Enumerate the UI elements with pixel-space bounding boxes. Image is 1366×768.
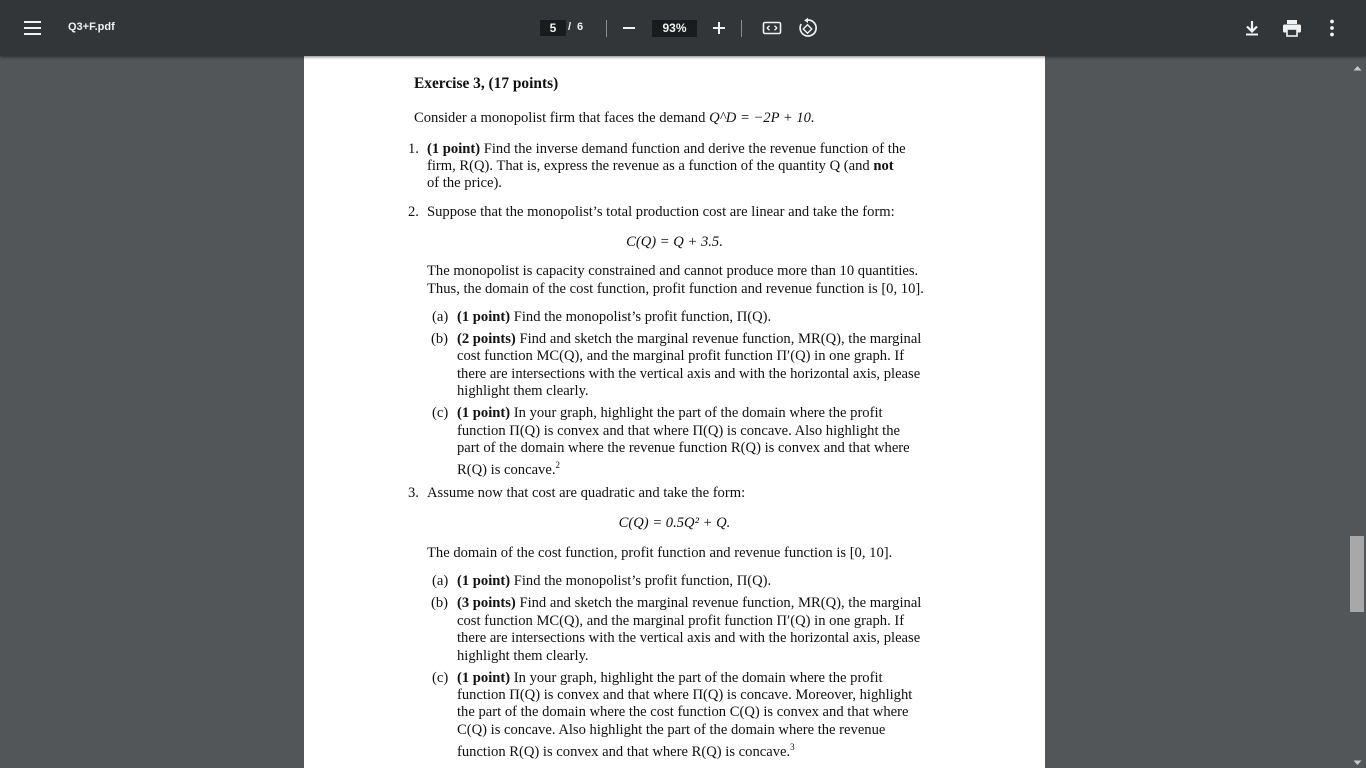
points-label: (3 points) <box>457 595 516 611</box>
demand-formula: Q^D = −2P + 10. <box>709 110 815 126</box>
item3b-line4: highlight them clearly. <box>457 648 589 664</box>
menu-icon[interactable] <box>20 16 46 40</box>
item2c-line4 <box>457 457 560 479</box>
item1-line2 <box>427 158 894 175</box>
item1-line1 <box>427 141 906 158</box>
total-pages: 6 <box>577 21 584 33</box>
emphasis-not: not <box>873 158 894 174</box>
item2b-line4: highlight them clearly. <box>457 383 589 399</box>
subitem-text: R(Q) is concave. <box>457 461 556 478</box>
subitem-letter: (b) <box>431 331 449 347</box>
item3b-line1 <box>457 595 921 612</box>
item-number: 1. <box>408 141 419 157</box>
item3a-line <box>457 573 771 590</box>
subitem-text: function R(Q) is convex and that where R(Q) is concave. <box>457 743 791 760</box>
file-name: Q3+F.pdf <box>68 21 115 33</box>
scroll-down-icon[interactable] <box>1353 754 1362 763</box>
points-label: (1 point) <box>427 141 481 157</box>
item2c-line1 <box>457 405 883 422</box>
current-page-input[interactable]: 5 <box>540 20 566 36</box>
subitem-text: In your graph, highlight the part of the domain where the profit <box>513 670 883 686</box>
points-label: (1 point) <box>457 405 511 421</box>
item2-intro: Suppose that the monopolist’s total production cost are linear and take the form: <box>427 204 895 220</box>
points-label: (1 point) <box>457 670 511 686</box>
scroll-up-icon[interactable] <box>1353 60 1362 69</box>
item3b-line2: cost function MC(Q), and the marginal profit function Π′(Q) in one graph. If <box>457 613 905 629</box>
item1-text: Find the inverse demand function and derive the revenue function of the <box>483 141 906 157</box>
subitem-text: Find and sketch the marginal revenue function, MR(Q), the marginal <box>519 331 922 347</box>
item3c-line4: C(Q) is concave. Also highlight the part of the domain where the revenue <box>457 722 886 738</box>
subitem-letter: (a) <box>432 573 449 589</box>
fit-page-icon[interactable] <box>761 17 783 39</box>
rotate-icon[interactable] <box>797 17 819 39</box>
item2b-line2: cost function MC(Q), and the marginal profit function Π′(Q) in one graph. If <box>457 348 905 364</box>
toolbar-divider <box>741 20 742 37</box>
zoom-out-icon <box>623 27 635 29</box>
scrollbar-thumb[interactable] <box>1350 536 1364 612</box>
exercise-heading: Exercise 3, (17 points) <box>414 75 559 92</box>
linear-cost-formula <box>304 234 1045 251</box>
subitem-letter: (b) <box>431 595 449 611</box>
footnote-mark: 2 <box>555 460 560 470</box>
intro-paragraph <box>414 110 815 127</box>
item3c-line5 <box>457 739 795 761</box>
item3-para-line1: The domain of the cost function, profit function and revenue function is [0, 10]. <box>427 545 893 561</box>
subitem-text: Find the monopolist’s profit function, Π(Q). <box>513 309 772 325</box>
formula-text: C(Q) = 0.5Q² + Q. <box>618 515 731 531</box>
quadratic-cost-formula <box>304 515 1045 532</box>
item1-line3: of the price). <box>427 175 502 191</box>
item-number: 2. <box>408 204 419 220</box>
pdf-page <box>304 56 1045 768</box>
item3c-line1 <box>457 670 883 687</box>
item3c-line2: function Π(Q) is convex and that where Π(Q) is concave. Moreover, highlight <box>457 687 913 703</box>
item3-intro: Assume now that cost are quadratic and take the form: <box>427 485 746 501</box>
vertical-scrollbar[interactable] <box>1351 56 1366 768</box>
item2c-line3: part of the domain where the revenue function R(Q) is convex and that where <box>457 440 910 456</box>
points-label: (1 point) <box>457 573 511 589</box>
footnote-mark: 3 <box>790 742 795 752</box>
item2-para-line2: Thus, the domain of the cost function, profit function and revenue function is [0, 10]. <box>427 281 924 297</box>
zoom-in-icon[interactable] <box>707 16 731 40</box>
item3c-line3: the part of the domain where the cost function C(Q) is convex and that where <box>457 704 909 720</box>
item2c-line2: function Π(Q) is convex and that where Π(Q) is concave. Also highlight the <box>457 423 900 439</box>
formula-text: C(Q) = Q + 3.5. <box>626 234 723 250</box>
item1-text: firm, R(Q). That is, express the revenue as a function of the quantity Q (and <box>427 158 870 174</box>
subitem-letter: (c) <box>432 670 449 686</box>
intro-text: Consider a monopolist firm that faces the demand <box>414 110 706 126</box>
more-options-icon[interactable] <box>1320 16 1344 40</box>
download-icon[interactable] <box>1240 16 1264 40</box>
page-separator: / <box>568 21 572 33</box>
pdf-toolbar <box>0 0 1366 56</box>
subitem-letter: (c) <box>432 405 449 421</box>
item3b-line3: there are intersections with the vertical axis and with the horizontal axis, please <box>457 630 921 646</box>
subitem-letter: (a) <box>432 309 449 325</box>
item2a-line <box>457 309 771 326</box>
item2b-line1 <box>457 331 921 348</box>
subitem-text: In your graph, highlight the part of the domain where the profit <box>513 405 883 421</box>
zoom-level-input[interactable]: 93% <box>652 20 697 37</box>
subitem-text: Find and sketch the marginal revenue function, MR(Q), the marginal <box>519 595 922 611</box>
item2-para-line1: The monopolist is capacity constrained and cannot produce more than 10 quantities. <box>427 263 919 279</box>
toolbar-divider <box>606 20 607 37</box>
points-label: (2 points) <box>457 331 516 347</box>
item-number: 3. <box>408 485 419 501</box>
item2b-line3: there are intersections with the vertical axis and with the horizontal axis, please <box>457 366 921 382</box>
points-label: (1 point) <box>457 309 511 325</box>
subitem-text: Find the monopolist’s profit function, Π(Q). <box>513 573 772 589</box>
print-icon[interactable] <box>1280 16 1304 40</box>
